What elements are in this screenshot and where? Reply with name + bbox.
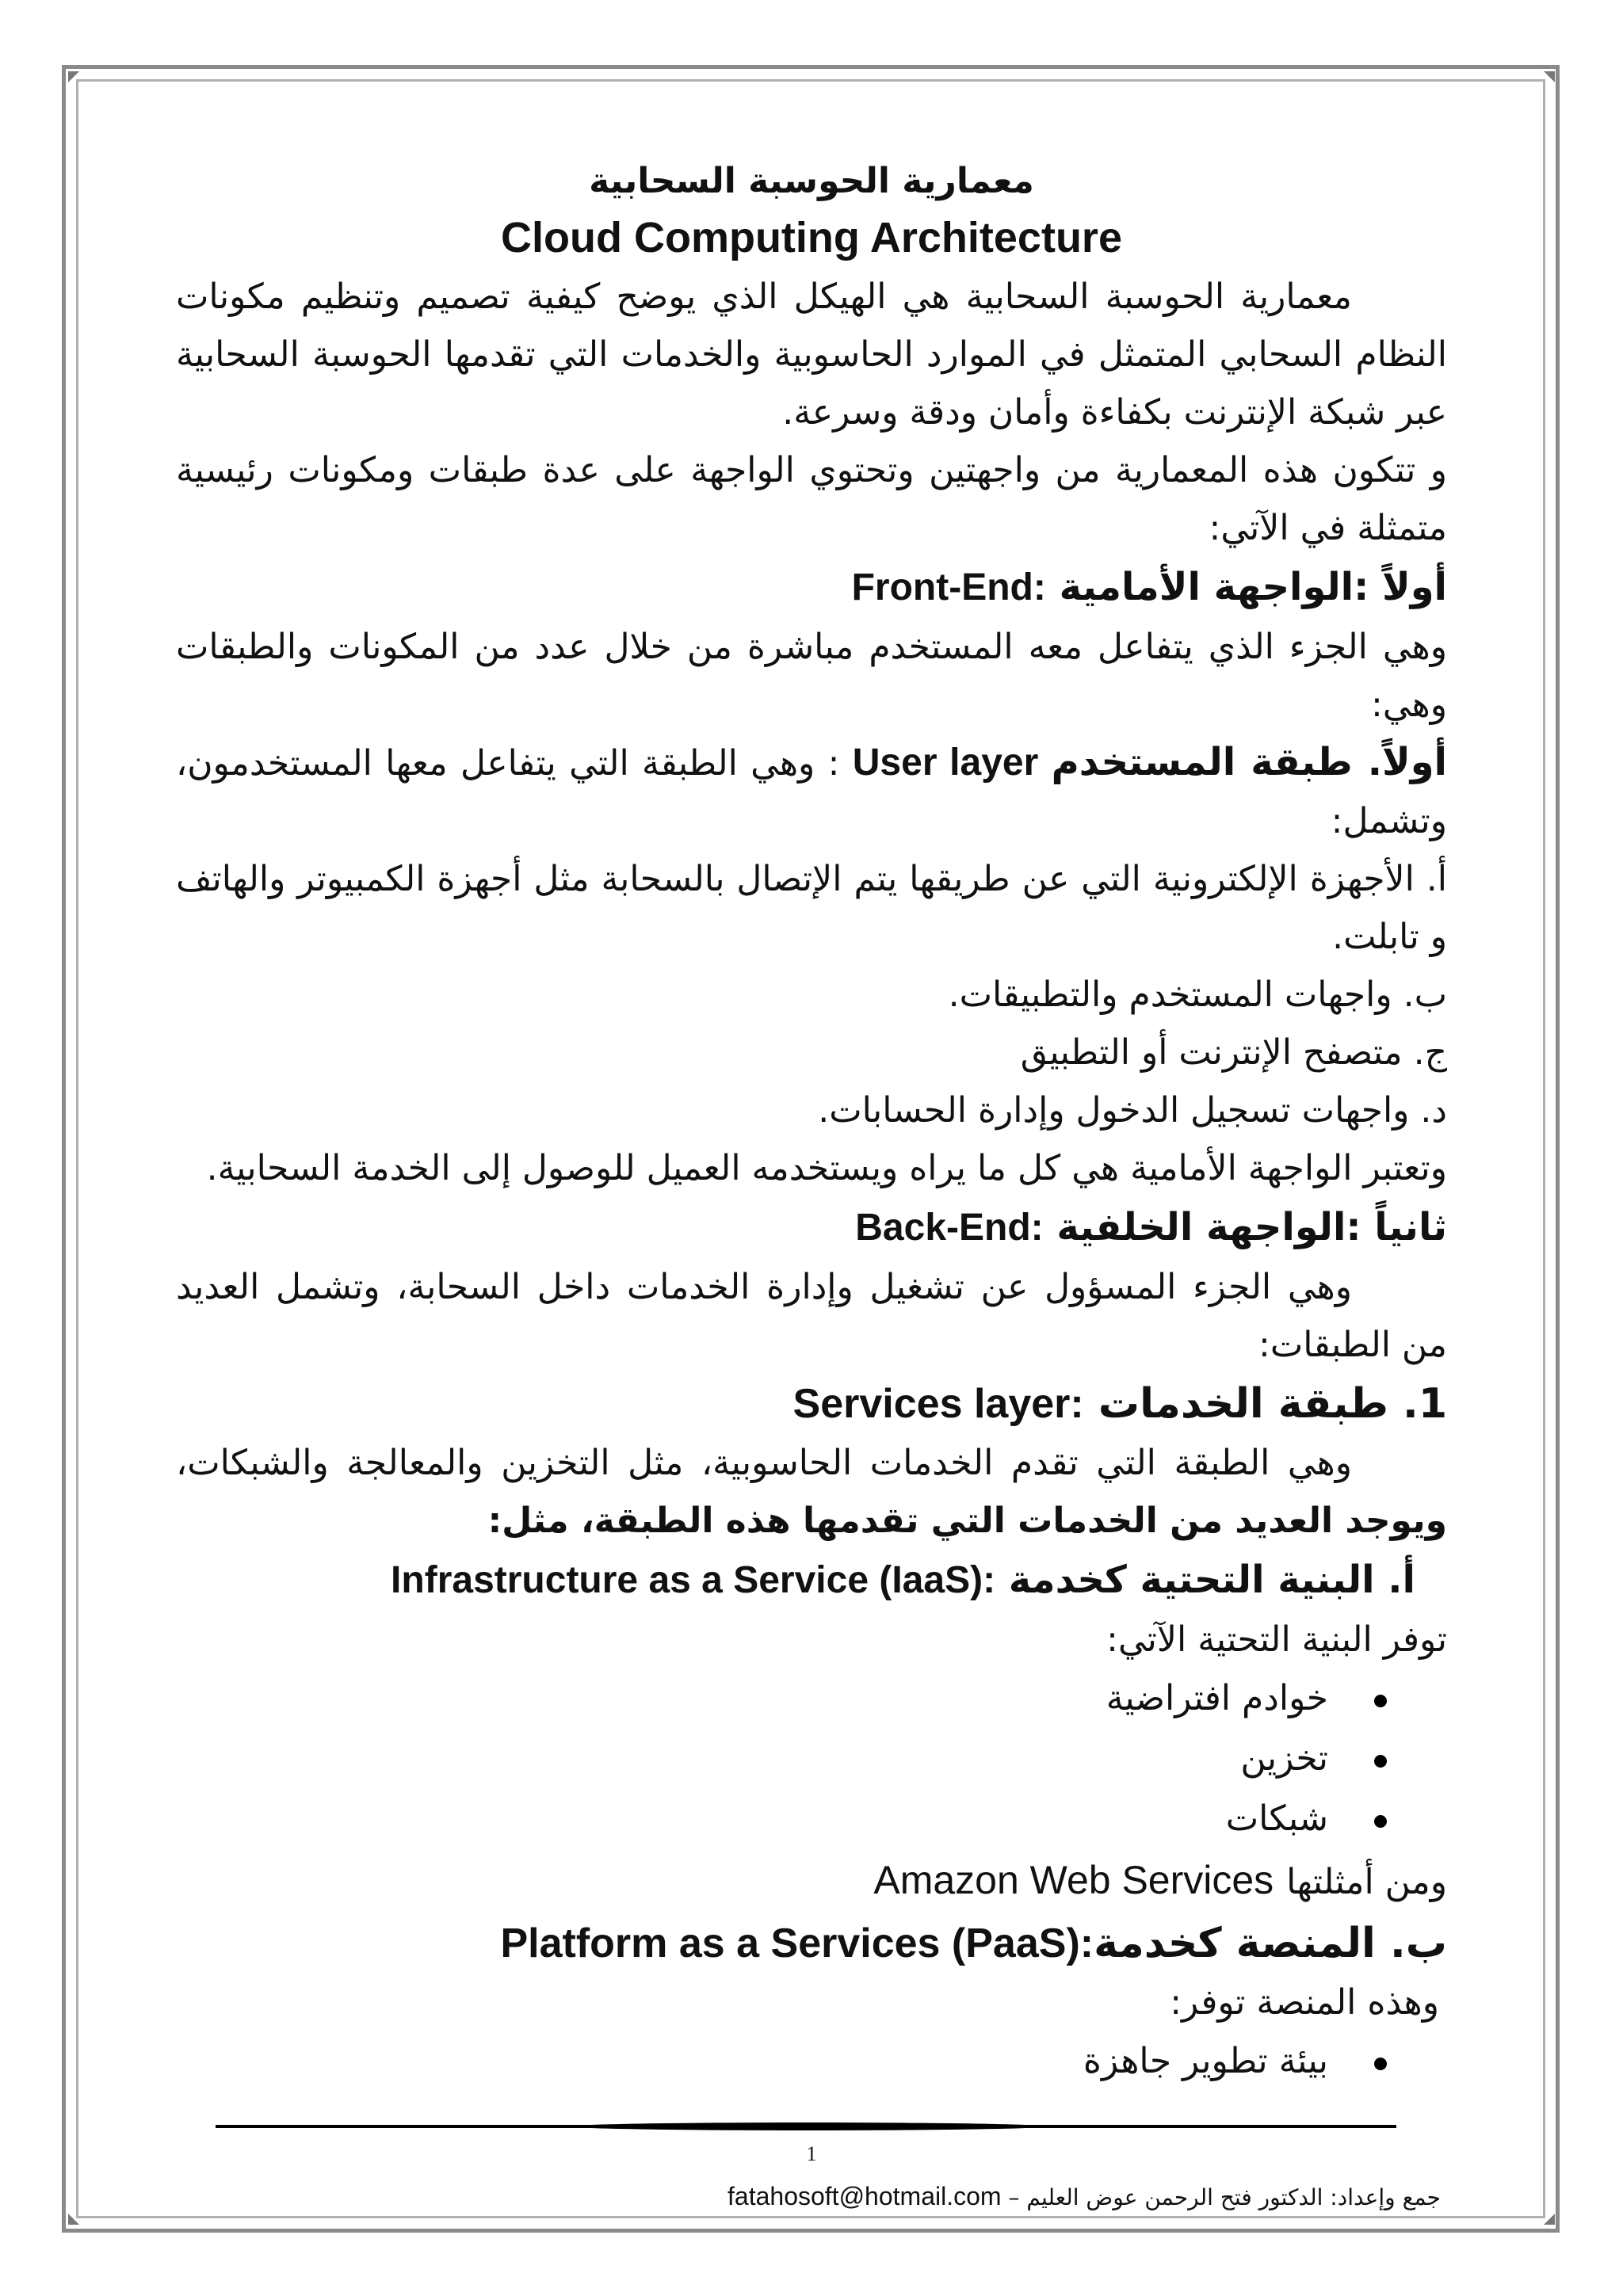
paas-heading-ar: ب. المنصة كخدمة bbox=[1094, 1920, 1447, 1967]
paas-heading-en: Platform as a Services (PaaS): bbox=[500, 1920, 1094, 1966]
footer-credit bbox=[727, 2182, 1441, 2211]
list-item bbox=[176, 1789, 1447, 1849]
back-end-heading-en: Back-End: bbox=[855, 1207, 1044, 1249]
list-item-b: ب. واجهات المستخدم والتطبيقات. bbox=[948, 974, 1447, 1015]
user-layer-text: : وهي الطبقة التي يتفاعل معها المستخدمون، وتشمل: bbox=[176, 743, 1447, 841]
iaas-examples bbox=[176, 1849, 1447, 1913]
bullet-icon bbox=[1374, 1755, 1387, 1768]
paas-heading bbox=[176, 1913, 1447, 1974]
corner-ornament bbox=[68, 71, 79, 82]
paas-item: بيئة تطوير جاهزة bbox=[1083, 2041, 1328, 2081]
document-body bbox=[176, 155, 1447, 2092]
bullet-icon bbox=[1374, 1815, 1387, 1828]
services-layer-heading bbox=[176, 1374, 1447, 1434]
services-layer-description bbox=[176, 1434, 1447, 1550]
corner-ornament bbox=[1544, 2214, 1555, 2225]
paas-intro: وهذه المنصة توفر: bbox=[1170, 1982, 1439, 2023]
examples-prefix: ومن أمثلتها bbox=[1286, 1862, 1447, 1902]
corner-ornament bbox=[68, 2214, 79, 2225]
list-item bbox=[176, 1729, 1447, 1789]
user-layer-heading-ar: أولاً. طبقة المستخدم bbox=[1051, 740, 1448, 784]
list-item-a: أ. الأجهزة الإلكترونية التي عن طريقها يتم الإتصال بالسحابة مثل أجهزة الكمبيوتر والهاتف و تابلت. bbox=[176, 859, 1447, 957]
back-end-description: وهي الجزء المسؤول عن تشغيل وإدارة الخدمات داخل السحابة، وتشمل العديد من الطبقات: bbox=[176, 1267, 1447, 1365]
services-desc-part1: وهي الطبقة التي تقدم الخدمات الحاسوبية، مثل التخزين والمعالجة والشبكات، bbox=[176, 1443, 1352, 1483]
footer-divider-accent bbox=[571, 2122, 1046, 2130]
front-end-heading-ar: أولاً :الواجهة الأمامية bbox=[1059, 565, 1447, 609]
corner-ornament bbox=[1544, 71, 1555, 82]
front-end-summary: وتعتبر الواجهة الأمامية هي كل ما يراه ويستخدمه العميل للوصول إلى الخدمة السحابية. bbox=[206, 1148, 1447, 1188]
iaas-intro: توفر البنية التحتية الآتي: bbox=[1106, 1619, 1447, 1660]
back-end-heading bbox=[176, 1197, 1447, 1258]
list-item bbox=[176, 2031, 1447, 2092]
bullet-icon bbox=[1374, 1695, 1387, 1707]
services-layer-heading-en: Services layer: bbox=[792, 1381, 1084, 1427]
iaas-heading bbox=[176, 1550, 1447, 1611]
user-layer-paragraph bbox=[176, 734, 1447, 850]
page-title-english: Cloud Computing Architecture bbox=[501, 214, 1122, 261]
footer-email: fatahosoft@hotmail.com bbox=[727, 2182, 1002, 2210]
back-end-heading-ar: ثانياً :الواجهة الخلفية bbox=[1056, 1205, 1447, 1249]
intro-paragraph-2: و تتكون هذه المعمارية من واجهتين وتحتوي الواجهة على عدة طبقات ومكونات رئيسية متمثلة في الآتي: bbox=[176, 450, 1447, 548]
paas-bullet-list bbox=[176, 2031, 1447, 2092]
user-layer-heading-en: User layer bbox=[852, 742, 1039, 784]
footer-author: جمع وإعداد: الدكتور فتح الرحمن عوض العليم – bbox=[1008, 2184, 1441, 2210]
front-end-heading bbox=[176, 557, 1447, 618]
iaas-item: شبكات bbox=[1225, 1798, 1328, 1839]
iaas-item: تخزين bbox=[1240, 1738, 1328, 1779]
list-item-c: ج. متصفح الإنترنت أو التطبيق bbox=[1020, 1032, 1447, 1073]
iaas-heading-ar: أ. البنية التحتية كخدمة bbox=[1008, 1558, 1415, 1602]
front-end-heading-en: Front-End: bbox=[851, 566, 1046, 608]
examples-english: Amazon Web Services bbox=[873, 1858, 1274, 1902]
list-item-d: د. واجهات تسجيل الدخول وإدارة الحسابات. bbox=[818, 1090, 1447, 1131]
intro-paragraph: معمارية الحوسبة السحابية هي الهيكل الذي يوضح كيفية تصميم وتنظيم مكونات النظام السحابي المتمثل في الموارد الحاسوبية والخدمات التي تقدمها الحوسبة السحابية عبر شبكة الإنترنت بكفاءة وأمان ودقة وسرعة. bbox=[176, 277, 1447, 433]
bullet-icon bbox=[1374, 2058, 1387, 2070]
list-item bbox=[176, 1669, 1447, 1729]
page-title-arabic: معمارية الحوسبة السحابية bbox=[589, 161, 1034, 201]
iaas-heading-en: Infrastructure as a Service (IaaS): bbox=[391, 1559, 996, 1601]
iaas-bullet-list bbox=[176, 1669, 1447, 1849]
page-number: 1 bbox=[806, 2142, 817, 2165]
services-layer-heading-ar: 1. طبقة الخدمات bbox=[1098, 1380, 1447, 1428]
front-end-description: وهي الجزء الذي يتفاعل معه المستخدم مباشرة من خلال عدد من المكونات والطبقات وهي: bbox=[176, 627, 1447, 725]
services-desc-part2: ويوجد العديد من الخدمات التي تقدمها هذه الطبقة، مثل: bbox=[487, 1501, 1447, 1541]
iaas-item: خوادم افتراضية bbox=[1106, 1678, 1328, 1718]
